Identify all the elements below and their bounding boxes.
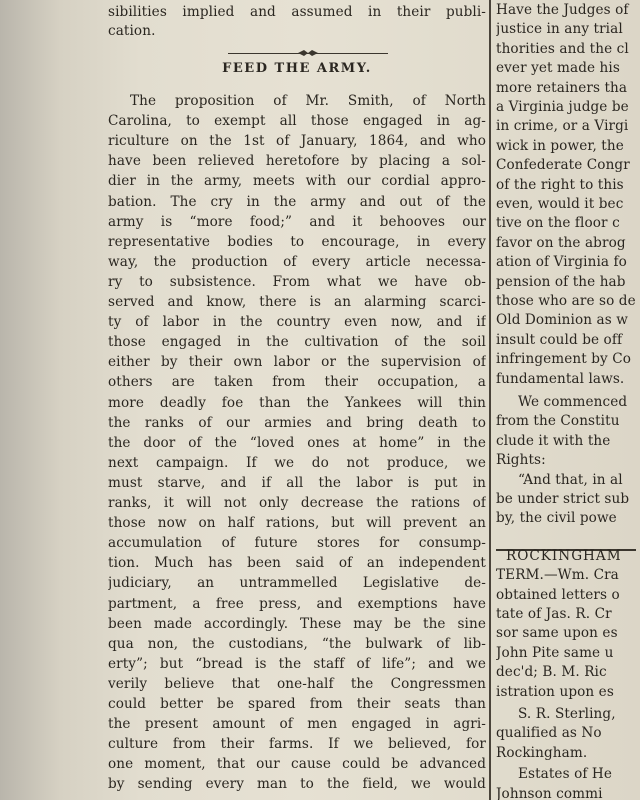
text-line: S. R. Sterling, (518, 706, 616, 722)
text-line: tate of Jas. R. Cr (496, 606, 612, 622)
article-line: accumulation of future stores for consump- (108, 535, 486, 552)
text-line: We commenced (518, 394, 628, 410)
article-line: the door of the “loved ones at home” in the (108, 434, 486, 451)
text-line: TERM.—Wm. Cra (496, 567, 619, 584)
article-line: Carolina, to exempt all those engaged in ag- (108, 113, 486, 130)
text-line: justice in any trial (496, 21, 623, 38)
article-line: representative bodies to encourage, in every (108, 233, 486, 250)
ornament-icon (298, 49, 318, 57)
text-line: John Pite same u (496, 644, 614, 661)
text-line: in crime, or a Virgi (496, 118, 629, 135)
text-line: ation of Virginia fo (496, 254, 627, 271)
text-line: Johnson commi (496, 785, 603, 800)
article-line: those engaged in the cultivation of the soil (108, 334, 486, 351)
article-line: must starve, and if all the labor is put in (108, 474, 486, 491)
article-line: qua non, the custodians, “the bulwark of lib- (108, 635, 486, 652)
article-line: army is “more food;” and it behooves our (108, 213, 486, 230)
text-line: tive on the floor c (496, 215, 620, 232)
article-line: either by their own labor or the supervision of (108, 354, 486, 371)
text-line: Rights: (496, 452, 546, 469)
text-line: ever yet made his (496, 60, 620, 77)
text-line: wick in power, the (496, 137, 624, 154)
text-line: those who are so de (496, 293, 636, 309)
text-line: insult could be off (496, 331, 623, 348)
right-column (496, 0, 640, 800)
article-line: way, the production of every article necessa- (108, 253, 486, 270)
text-line: ROCKINGHAM (506, 547, 622, 564)
article-line: others are taken from their occupation, a (108, 374, 486, 391)
article-line: ry to subsistence. From what we have ob- (108, 273, 486, 290)
text-line: more retainers tha (496, 79, 628, 96)
article-line: tion. Much has been said of an independent (108, 555, 486, 572)
article-line: one moment, that our cause could be advanced (108, 756, 486, 773)
text-line: istration upon es (496, 683, 614, 700)
text-line: Have the Judges of (496, 2, 629, 18)
article-line: next campaign. If we do not produce, we (108, 454, 486, 471)
article-line: The proposition of Mr. Smith, of North (130, 93, 486, 109)
text-line: qualified as No (496, 725, 602, 742)
text-line: infringement by Co (496, 351, 632, 368)
article-line: have been relieved heretofore by placing a sol- (108, 153, 486, 170)
text-line: “And that, in al (518, 471, 623, 488)
text-line: even, would it bec (496, 196, 624, 212)
text-line: clude it with the (496, 432, 611, 449)
text-line: dec'd; B. M. Ric (496, 664, 607, 681)
text-line: by, the civil powe (496, 510, 617, 527)
article-line: ranks, it will not only decrease the rations of (108, 495, 486, 511)
article-line: the ranks of our armies and bring death to (108, 414, 486, 431)
article-line: served and know, there is an alarming scarci- (108, 294, 486, 310)
text-line: a Virginia judge be (496, 99, 629, 115)
article-heading: FEED THE ARMY. (222, 61, 372, 76)
text-line: Old Dominion as w (496, 312, 628, 329)
text-line: Rockingham. (496, 744, 588, 761)
article-line: could better be spared from their seats than (108, 696, 486, 712)
text-line: fundamental laws. (496, 370, 625, 387)
article-line: dier in the army, meets with our cordial appro- (108, 173, 486, 190)
article-line: by sending every man to the field, we would (108, 776, 486, 793)
text-line: obtained letters o (496, 586, 620, 603)
article-line: verily believe that one-half the Congressmen (108, 675, 486, 692)
article-line: more deadly foe than the Yankees will thin (108, 394, 486, 411)
article-line: those now on half rations, but will prevent an (108, 515, 486, 532)
article-line: culture from their farms. If we believed, for (108, 736, 486, 753)
article-line: partment, a free press, and exemptions have (108, 595, 486, 612)
article-line: ty of labor in the country even now, and if (108, 314, 486, 331)
text-line: of the right to this (496, 176, 624, 193)
text-line: be under strict sub (496, 491, 630, 507)
article-line: judiciary, an untrammelled Legislative de- (108, 575, 486, 592)
text-line: sibilities implied and assumed in their publi- (108, 4, 486, 20)
column-divider (489, 0, 491, 800)
left-column (108, 0, 486, 800)
text-line: cation. (108, 23, 156, 39)
article-line: riculture on the 1st of January, 1864, and who (108, 133, 486, 150)
text-line: from the Constitu (496, 413, 620, 430)
article-line: erty”; but “bread is the staff of life”; and we (108, 655, 486, 672)
article-line: been made accordingly. These may be the sine (108, 615, 486, 632)
text-line: Estates of He (518, 766, 613, 783)
text-line: sor same upon es (496, 625, 618, 642)
text-line: pension of the hab (496, 273, 626, 290)
text-line: Confederate Congr (496, 157, 630, 174)
article-line: the present amount of men engaged in agri- (108, 716, 486, 733)
text-line: favor on the abrog (496, 234, 626, 251)
text-line: thorities and the cl (496, 40, 629, 57)
article-line: bation. The cry in the army and out of the (108, 193, 486, 210)
